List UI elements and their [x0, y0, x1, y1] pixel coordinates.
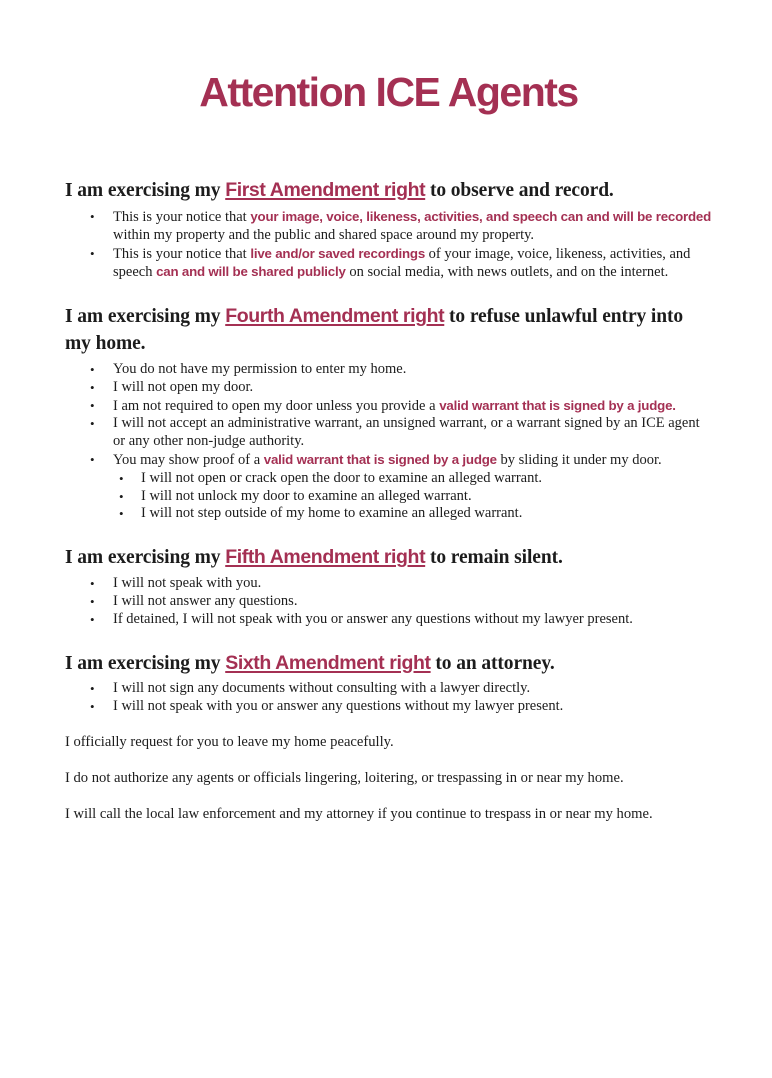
- text-segment: I am not required to open my door unless you provide a: [113, 397, 440, 414]
- text-segment: I will not answer any questions.: [113, 592, 298, 609]
- text-segment: can and will be shared publicly: [156, 264, 346, 280]
- section-sixth-amendment: [65, 650, 712, 717]
- heading-prefix: I am exercising my: [65, 547, 226, 569]
- text-segment: valid warrant that is signed by a judge.: [439, 397, 676, 413]
- flyer-page: [0, 69, 772, 823]
- closing-paragraphs: [65, 734, 712, 823]
- closing-paragraph: I officially request for you to leave my home peacefully.: [65, 734, 394, 751]
- text-segment: If detained, I will not speak with you or answer any questions without my lawyer present.: [113, 610, 633, 627]
- text-segment: This is your notice that: [113, 209, 251, 226]
- heading-suffix: to observe and record.: [425, 180, 614, 202]
- text-segment: on social media, with news outlets, and on the internet.: [345, 264, 669, 281]
- bullet-item: [65, 593, 712, 611]
- bullet-item: [65, 505, 712, 523]
- text-segment: your image, voice, likeness, activities, and speech can and will be recorded: [250, 209, 712, 225]
- section-heading: [65, 303, 712, 358]
- bullet-list: [65, 361, 712, 523]
- heading-prefix: I am exercising my: [65, 306, 226, 328]
- amendment-link: Fourth Amendment right: [225, 305, 445, 328]
- section-heading: [65, 544, 712, 572]
- amendment-link: Sixth Amendment right: [225, 651, 431, 674]
- section-fifth-amendment: [65, 544, 712, 628]
- text-segment: I will not accept an administrative warrant, an unsigned warrant, or a warrant signed by an ICE agent or any other non-judge authority.: [113, 415, 700, 450]
- text-segment: of your image, voice, likeness, activities, and speech: [113, 245, 691, 281]
- heading-prefix: I am exercising my: [65, 652, 226, 674]
- bullet-item: [65, 451, 712, 470]
- bullet-item: [65, 470, 712, 488]
- text-segment: I will not sign any documents without consulting with a lawyer directly.: [113, 680, 531, 697]
- section-fourth-amendment: [65, 303, 712, 523]
- bullet-item: [65, 245, 712, 283]
- bullet-item: [65, 575, 712, 593]
- closing-paragraph: I do not authorize any agents or officials lingering, loitering, or trespassing in or near my home.: [65, 769, 624, 786]
- bullet-item: [65, 379, 712, 397]
- bullet-item: [65, 361, 712, 379]
- heading-suffix: to an attorney.: [430, 652, 555, 674]
- section-first-amendment: [65, 177, 712, 282]
- text-segment: I will not open my door.: [113, 378, 254, 395]
- bullet-item: [65, 680, 712, 698]
- text-segment: I will not open or crack open the door to examine an alleged warrant.: [141, 469, 543, 486]
- text-segment: within my property and the public and shared space around my property.: [113, 226, 535, 243]
- bullet-item: [65, 611, 712, 629]
- text-segment: valid warrant that is signed by a judge: [263, 452, 497, 468]
- text-segment: You may show proof of a: [113, 452, 264, 469]
- amendment-link: First Amendment right: [225, 179, 426, 202]
- bullet-item: [65, 698, 712, 716]
- heading-suffix: to refuse unlawful entry into my home.: [65, 306, 684, 355]
- bullet-item: [65, 488, 712, 506]
- closing-paragraph: I will call the local law enforcement and my attorney if you continue to trespass in or near my home.: [65, 805, 653, 822]
- section-heading: [65, 650, 712, 678]
- text-segment: I will not step outside of my home to examine an alleged warrant.: [141, 505, 523, 522]
- text-segment: This is your notice that: [113, 245, 251, 262]
- page-title: Attention ICE Agents: [199, 69, 578, 115]
- bullet-item: [65, 208, 712, 245]
- bullet-item: [65, 415, 712, 451]
- text-segment: by sliding it under my door.: [496, 452, 662, 469]
- sections-container: [65, 177, 712, 716]
- text-segment: I will not unlock my door to examine an alleged warrant.: [141, 487, 472, 504]
- text-segment: You do not have my permission to enter my home.: [113, 361, 407, 378]
- bullet-list: [65, 208, 712, 282]
- bullet-list: [65, 680, 712, 716]
- text-segment: I will not speak with you or answer any questions without my lawyer present.: [113, 698, 564, 715]
- bullet-item: [65, 397, 712, 416]
- section-heading: [65, 177, 712, 205]
- text-segment: I will not speak with you.: [113, 575, 262, 592]
- heading-suffix: to remain silent.: [425, 547, 563, 569]
- bullet-list: [65, 575, 712, 628]
- heading-prefix: I am exercising my: [65, 180, 226, 202]
- amendment-link: Fifth Amendment right: [225, 546, 426, 569]
- text-segment: live and/or saved recordings: [250, 245, 426, 261]
